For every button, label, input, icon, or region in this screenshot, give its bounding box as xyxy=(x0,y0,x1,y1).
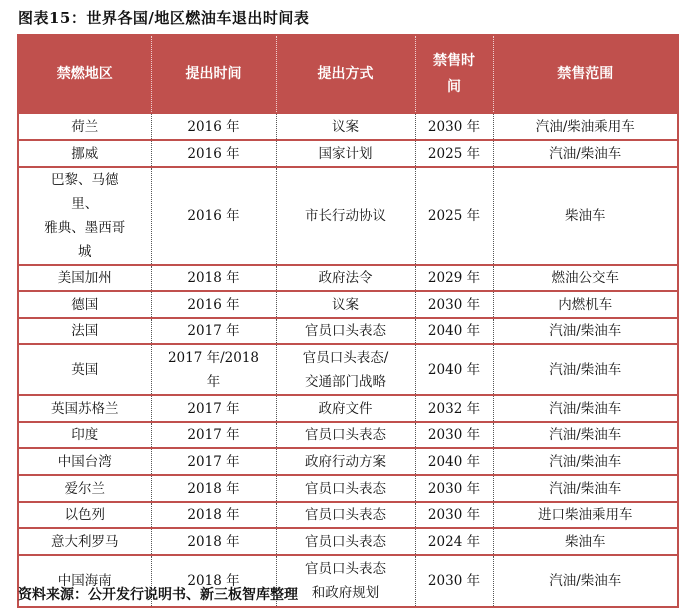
cell-proposal-method: 议案 xyxy=(276,291,415,318)
cell-proposed-time: 2018 年 xyxy=(151,265,276,291)
cell-proposed-time: 2016 年 xyxy=(151,291,276,318)
table-row xyxy=(18,265,678,291)
cell-ban-scope: 汽油/柴油车 xyxy=(493,422,678,448)
cell-ban-scope: 汽油/柴油乘用车 xyxy=(493,113,678,140)
cell-ban-scope: 汽油/柴油车 xyxy=(493,140,678,167)
cell-region: 挪威 xyxy=(18,140,151,167)
cell-ban-scope: 汽油/柴油车 xyxy=(493,395,678,422)
table-row xyxy=(18,395,678,422)
cell-ban-time: 2030 年 xyxy=(415,422,493,448)
cell-region: 中国海南 xyxy=(18,555,151,607)
cell-proposed-time: 2018 年 xyxy=(151,528,276,555)
cell-proposal-method: 议案 xyxy=(276,113,415,140)
cell-proposed-time: 2018 年 xyxy=(151,502,276,528)
cell-ban-time: 2030 年 xyxy=(415,502,493,528)
cell-proposed-time: 2017 年 xyxy=(151,318,276,344)
cell-ban-scope: 内燃机车 xyxy=(493,291,678,318)
cell-proposal-method: 官员口头表态 xyxy=(276,528,415,555)
cell-region: 法国 xyxy=(18,318,151,344)
cell-ban-scope: 汽油/柴油车 xyxy=(493,475,678,502)
cell-ban-time: 2030 年 xyxy=(415,475,493,502)
cell-proposed-time: 2017 年 xyxy=(151,448,276,475)
cell-ban-time: 2040 年 xyxy=(415,344,493,395)
cell-proposed-time: 2017 年 xyxy=(151,395,276,422)
cell-region: 美国加州 xyxy=(18,265,151,291)
cell-proposed-time: 2017 年/2018 年 xyxy=(151,344,276,395)
cell-ban-time: 2029 年 xyxy=(415,265,493,291)
header-region: 禁燃地区 xyxy=(18,35,151,113)
cell-proposal-method: 国家计划 xyxy=(276,140,415,167)
table-row xyxy=(18,502,678,528)
cell-region: 以色列 xyxy=(18,502,151,528)
figure-title: 图表15：世界各国/地区燃油车退出时间表 xyxy=(18,9,310,27)
header-proposal-method: 提出方式 xyxy=(276,35,415,113)
fuel-vehicle-ban-table xyxy=(17,34,679,608)
source-note: 资料来源：公开发行说明书、新三板智库整理 xyxy=(18,587,298,603)
table-row xyxy=(18,528,678,555)
table-row xyxy=(18,475,678,502)
cell-ban-time: 2030 年 xyxy=(415,555,493,607)
cell-ban-scope: 汽油/柴油车 xyxy=(493,555,678,607)
cell-proposed-time: 2017 年 xyxy=(151,422,276,448)
cell-ban-time: 2030 年 xyxy=(415,291,493,318)
header-proposed-time: 提出时间 xyxy=(151,35,276,113)
cell-ban-scope: 柴油车 xyxy=(493,167,678,265)
table-row xyxy=(18,140,678,167)
cell-ban-scope: 燃油公交车 xyxy=(493,265,678,291)
cell-ban-scope: 汽油/柴油车 xyxy=(493,318,678,344)
cell-proposal-method: 市长行动协议 xyxy=(276,167,415,265)
header-ban-scope: 禁售范围 xyxy=(493,35,678,113)
cell-ban-time: 2030 年 xyxy=(415,113,493,140)
cell-ban-time: 2025 年 xyxy=(415,140,493,167)
table-row xyxy=(18,291,678,318)
cell-proposal-method: 官员口头表态 xyxy=(276,422,415,448)
cell-region: 印度 xyxy=(18,422,151,448)
cell-proposed-time: 2018 年 xyxy=(151,475,276,502)
cell-region: 意大利罗马 xyxy=(18,528,151,555)
table-row xyxy=(18,344,678,395)
table-header-row xyxy=(18,35,678,113)
cell-region: 英国 xyxy=(18,344,151,395)
cell-proposal-method: 官员口头表态 和政府规划 xyxy=(276,555,415,607)
cell-region: 英国苏格兰 xyxy=(18,395,151,422)
table-row xyxy=(18,167,678,265)
cell-region: 中国台湾 xyxy=(18,448,151,475)
cell-proposal-method: 政府行动方案 xyxy=(276,448,415,475)
cell-proposal-method: 政府法令 xyxy=(276,265,415,291)
cell-proposed-time: 2016 年 xyxy=(151,113,276,140)
cell-ban-scope: 进口柴油乘用车 xyxy=(493,502,678,528)
cell-region: 爱尔兰 xyxy=(18,475,151,502)
header-ban-time: 禁售时 间 xyxy=(415,35,493,113)
cell-region: 巴黎、马德 里、 雅典、墨西哥 城 xyxy=(18,167,151,265)
cell-ban-time: 2040 年 xyxy=(415,318,493,344)
cell-ban-scope: 柴油车 xyxy=(493,528,678,555)
cell-proposal-method: 政府文件 xyxy=(276,395,415,422)
cell-proposal-method: 官员口头表态 xyxy=(276,318,415,344)
cell-proposal-method: 官员口头表态 xyxy=(276,475,415,502)
cell-region: 荷兰 xyxy=(18,113,151,140)
cell-ban-scope: 汽油/柴油车 xyxy=(493,448,678,475)
table-row xyxy=(18,422,678,448)
table-row xyxy=(18,448,678,475)
cell-ban-time: 2025 年 xyxy=(415,167,493,265)
cell-proposal-method: 官员口头表态/ 交通部门战略 xyxy=(276,344,415,395)
cell-ban-scope: 汽油/柴油车 xyxy=(493,344,678,395)
cell-proposed-time: 2016 年 xyxy=(151,140,276,167)
cell-region: 德国 xyxy=(18,291,151,318)
cell-ban-time: 2032 年 xyxy=(415,395,493,422)
table-row xyxy=(18,318,678,344)
cell-proposed-time: 2018 年 xyxy=(151,555,276,607)
cell-ban-time: 2040 年 xyxy=(415,448,493,475)
table-row xyxy=(18,113,678,140)
cell-proposed-time: 2016 年 xyxy=(151,167,276,265)
cell-ban-time: 2024 年 xyxy=(415,528,493,555)
cell-proposal-method: 官员口头表态 xyxy=(276,502,415,528)
